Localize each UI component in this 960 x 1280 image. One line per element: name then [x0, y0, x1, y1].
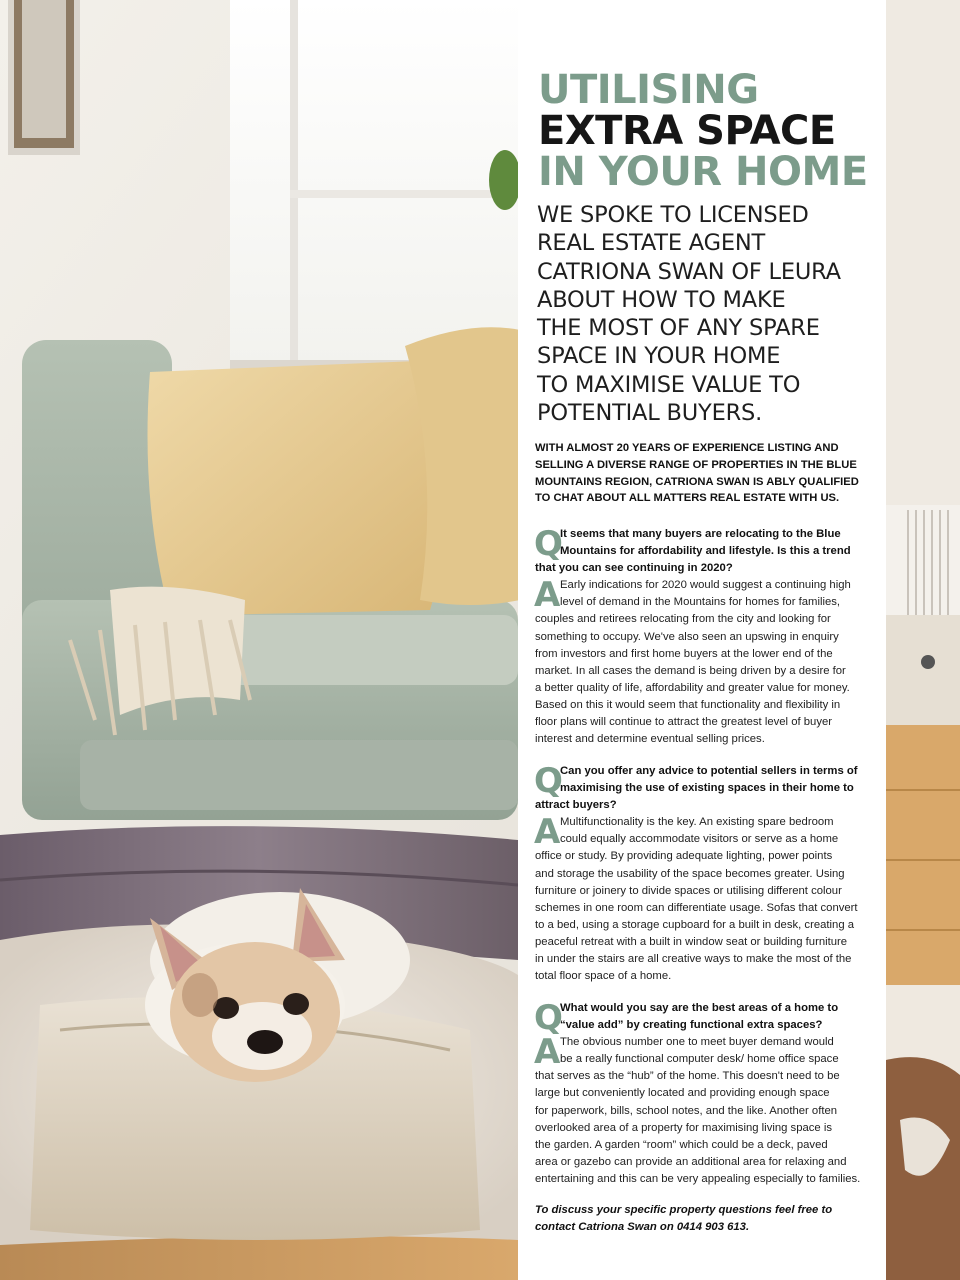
question — [535, 763, 880, 814]
answer — [535, 1034, 880, 1188]
answer-line: be a really functional computer desk/ home office space — [560, 1053, 839, 1066]
deck-line: REAL ESTATE AGENT — [537, 230, 766, 257]
question — [535, 526, 880, 577]
deck-line: POTENTIAL BUYERS. — [537, 400, 763, 427]
answer-line: from investors and first home buyers at the lower end of the — [535, 647, 833, 660]
answer-line: that serves as the “hub” of the home. This doesn't need to be — [535, 1070, 840, 1083]
answer-line: something to occupy. We've also seen an upswing in enquiry — [535, 630, 839, 643]
answer-line: Early indications for 2020 would suggest a continuing high — [560, 579, 851, 592]
answer-line: and storage the usability of the space becomes greater. Using — [535, 867, 845, 880]
intro-line: WITH ALMOST 20 YEARS OF EXPERIENCE LISTING AND — [535, 442, 839, 454]
question-line: It seems that many buyers are relocating to the Blue — [560, 528, 841, 540]
dropcap-a: A — [534, 1032, 561, 1073]
answer-line: area or gazebo can provide an additional area for relaxing and — [535, 1155, 847, 1168]
title-line-1: UTILISING — [538, 67, 759, 113]
deck-line: SPACE IN YOUR HOME — [537, 343, 781, 370]
dropcap-a: A — [534, 575, 561, 616]
answer-line: the garden. A garden “room” which could be a deck, paved — [535, 1138, 828, 1151]
dropcap-q: Q — [534, 524, 563, 564]
answer-line: for paperwork, bills, school notes, and the like. Another often — [535, 1104, 838, 1117]
question-line: attract buyers? — [535, 799, 617, 812]
answer-line: couples and retirees relocating from the city and looking for — [535, 613, 831, 626]
answer-line: large but conveniently located and providing enough space — [535, 1087, 830, 1100]
question — [534, 998, 880, 1038]
closing-line: To discuss your specific property questions feel free to — [535, 1204, 833, 1216]
answer-line: interest and determine eventual selling prices. — [535, 733, 765, 746]
question-line: Mountains for affordability and lifestyle. Is this a trend — [560, 545, 851, 558]
answer-line: market. In all cases the demand is being driven by a desire for — [535, 664, 846, 677]
answer-line: peaceful retreat with a built in window seat or building furniture — [535, 935, 848, 948]
article-intro — [535, 440, 880, 507]
answer-line: in under the stairs are all creative ways to make the most of the — [535, 953, 852, 966]
answer-line: level of demand in the Mountains for homes for families, — [560, 596, 841, 609]
article-deck — [537, 201, 882, 427]
dropcap-q: Q — [534, 761, 563, 801]
question-line: that you can see continuing in 2020? — [535, 562, 733, 575]
answer-line: could equally accommodate visitors or serve as a home — [560, 833, 839, 846]
answer-line: The obvious number one to meet buyer demand would — [560, 1036, 834, 1049]
intro-line: MOUNTAINS REGION, CATRIONA SWAN IS ABLY QUALIFIED — [535, 475, 859, 488]
question-line: “value add” by creating functional extra spaces? — [560, 1019, 823, 1032]
title-line-2: EXTRA SPACE — [538, 108, 836, 154]
answer-line: Multifunctionality is the key. An existing spare bedroom — [560, 816, 834, 829]
answer-line: floor plans will continue to attract the greatest level of buyer — [535, 716, 833, 729]
answer-line: furniture or joinery to divide spaces or utilising different colour — [535, 884, 842, 897]
deck-line: TO MAXIMISE VALUE TO — [537, 371, 801, 398]
title-line-3: IN YOUR HOME — [538, 149, 868, 195]
qa-item-1 — [535, 526, 880, 748]
answer-line: Based on this it would seem that functionality and flexibility in — [535, 698, 841, 711]
answer-line: office or study. By providing adequate lighting, power points — [535, 850, 833, 863]
closing-note — [535, 1202, 880, 1236]
question-line: What would you say are the best areas of a home to — [560, 1002, 839, 1014]
answer-line: overlooked area of a property for maximising living space is — [535, 1121, 832, 1134]
answer-line: entertaining and this can be very appealing especially to families. — [535, 1172, 861, 1185]
question-line: Can you offer any advice to potential sellers in terms of — [560, 765, 858, 777]
deck-line: THE MOST OF ANY SPARE — [537, 315, 820, 342]
answer-line: total floor space of a home. — [535, 970, 672, 983]
intro-line: TO CHAT ABOUT ALL MATTERS REAL ESTATE WITH US. — [535, 492, 840, 505]
dropcap-a: A — [534, 812, 561, 853]
question-line: maximising the use of existing spaces in their home to — [560, 782, 854, 795]
article-title — [538, 67, 883, 195]
qa-item-2 — [535, 763, 880, 985]
answer-line: a better quality of life, affordability and greater value for money. — [535, 681, 850, 694]
answer — [535, 577, 880, 748]
answer-line: schemes in one room can differentiate usage. Sofas that convert — [535, 901, 858, 914]
qa-item-3 — [535, 1000, 880, 1188]
deck-line: ABOUT HOW TO MAKE — [537, 286, 786, 313]
deck-line: CATRIONA SWAN OF LEURA — [537, 258, 841, 285]
deck-line: WE SPOKE TO LICENSED — [537, 202, 809, 228]
article-panel — [518, 0, 886, 1280]
closing-line: contact Catriona Swan on 0414 903 613. — [535, 1221, 750, 1233]
answer-line: to a bed, using a storage cupboard for a built in desk, creating a — [535, 918, 855, 931]
dropcap-q: Q — [534, 998, 563, 1038]
answer — [535, 814, 880, 985]
intro-line: SELLING A DIVERSE RANGE OF PROPERTIES IN THE BLUE — [535, 458, 857, 471]
